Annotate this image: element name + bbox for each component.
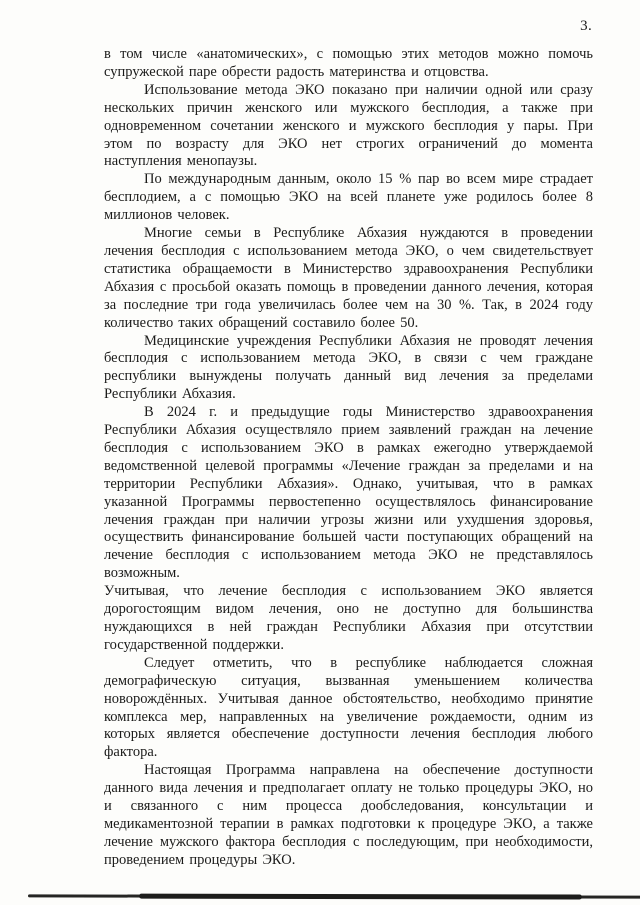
- scan-edge-artifact: [28, 894, 640, 898]
- paragraph: в том числе «анатомических», с помощью этих методов можно помочь супружеской паре обрести радость материнства и отцовства.: [104, 46, 593, 80]
- text-body: [104, 46, 593, 870]
- paragraph: Медицинские учреждения Республики Абхазия не проводят лечения бесплодия с использованием метода ЭКО, в связи с чем граждане республики вынуждены получать данный вид лечения за пределами Республики Абхазия.: [104, 332, 593, 403]
- paragraph: По международным данным, около 15 % пар во всем мире страдает бесплодием, а с помощью ЭКО на всей планете уже родилось более 8 миллионов человек.: [104, 171, 593, 224]
- paragraph: Настоящая Программа направлена на обеспечение доступности данного вида лечения и предполагает оплату не только процедуры ЭКО, но и связанного с ним процесса дообследования, консультации и медикаментозной терапии в рамках подготовки к процедуре ЭКО, а также лечение мужского фактора бесплодия с последующим, при необходимости, проведением процедуры ЭКО.: [104, 762, 593, 868]
- paragraph: Учитывая, что лечение бесплодия с использованием ЭКО является дорогостоящим видом лечения, оно не доступно для большинства нуждающихся в ней граждан Республики Абхазия при отсутствии государственной поддержки.: [104, 583, 593, 653]
- page-number: 3.: [580, 18, 592, 34]
- paragraph: Использование метода ЭКО показано при наличии одной или сразу нескольких причин женского или мужского бесплодия, а также при одновременном сочетании женского и мужского бесплодия у пары. При этом по возрасту для ЭКО нет строгих ограничений до момента наступления менопаузы.: [104, 81, 593, 170]
- paragraph: Следует отметить, что в республике наблюдается сложная демографическую ситуация, вызванная уменьшением количества новорождённых. Учитывая данное обстоятельство, необходимо принятие комплекса мер, направленных на увеличение рождаемости, одним из которых является обеспечение доступности лечения бесплодия любого фактора.: [104, 654, 593, 761]
- paragraph: Многие семьи в Республике Абхазия нуждаются в проведении лечения бесплодия с использованием метода ЭКО, о чем свидетельствует статистика обращаемости в Министерство здравоохранения Республики Абхазия с просьбой оказать помощь в проведении данного лечения, которая за последние три года увеличилась более чем на 30 %. Так, в 2024 году количество таких обращений составило более 50.: [104, 225, 593, 331]
- paragraph: В 2024 г. и предыдущие годы Министерство здравоохранения Республики Абхазия осуществляло прием заявлений граждан на лечение бесплодия с использованием ЭКО в рамках ежегодно утверждаемой ведомственной целевой программы «Лечение граждан за пределами и на территории Республики Абхазия». Однако, учитывая, что в рамках указанной Программы первостепенно осуществлялось финансирование лечения граждан при наличии угрозы жизни или ухудшения здоровья, осуществить финансирование большей части поступающих обращений на лечение бесплодия с использованием метода ЭКО не представлялось возможным.: [104, 404, 593, 582]
